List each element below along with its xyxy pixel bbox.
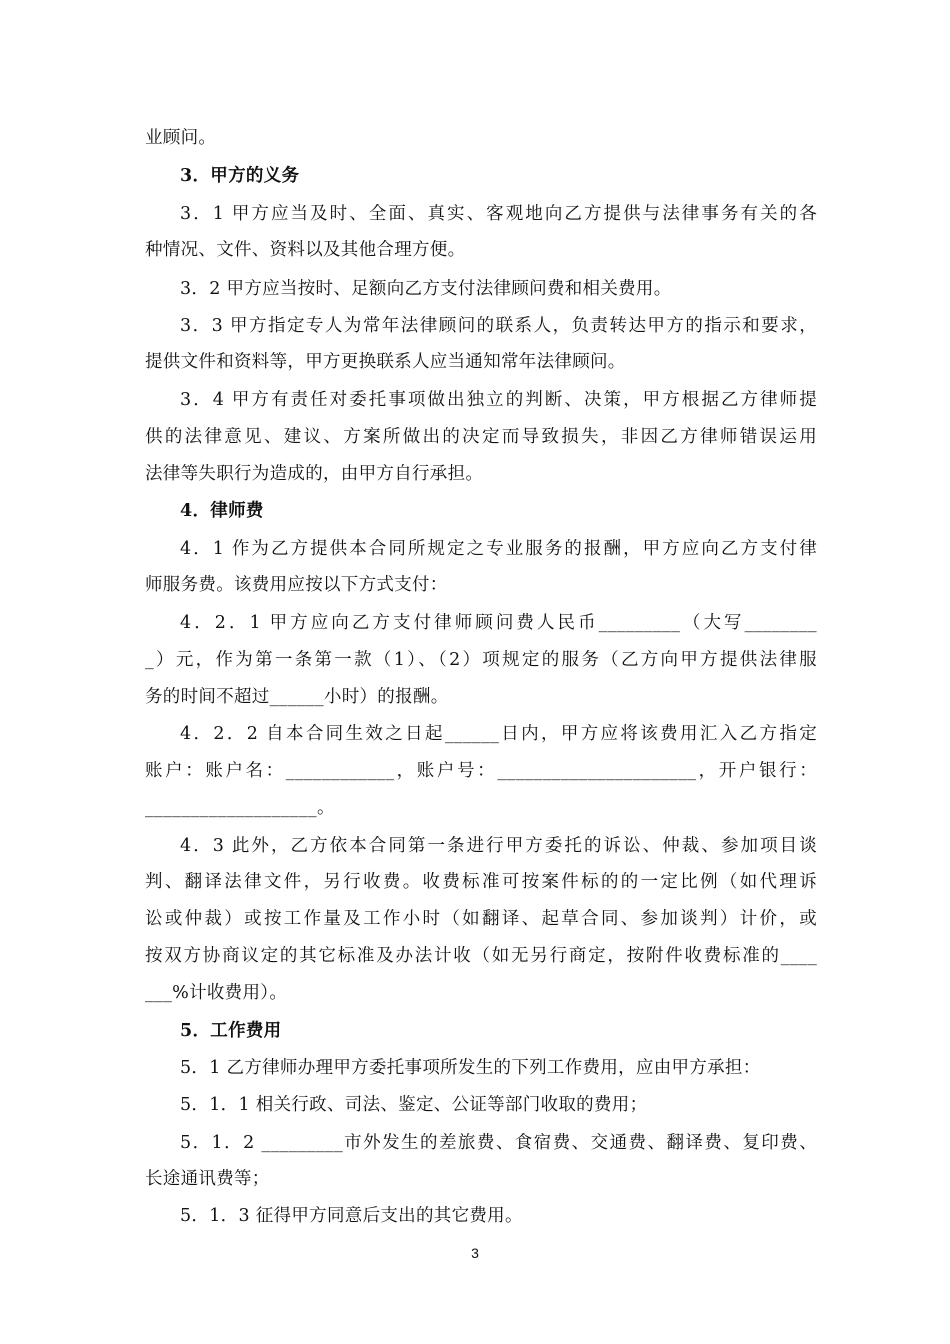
body-text-line: 讼或仲裁）或按工作量及工作小时（如翻译、起草合同、参加谈判）计价，或 [145, 909, 817, 929]
body-text-line: 账户：账户名：____________，账户号：______________________，开户银行： [145, 761, 817, 781]
body-text-line: 3．1 甲方应当及时、全面、真实、客观地向乙方提供与法律事务有关的各 [180, 204, 817, 224]
body-text-line: 5．1．3 征得甲方同意后支出的其它费用。 [180, 1206, 523, 1226]
page-number: 3 [471, 1245, 479, 1261]
body-text-line: 3．4 甲方有责任对委托事项做出独立的判断、决策，甲方根据乙方律师提 [180, 390, 817, 410]
section-heading: 3．甲方的义务 [180, 166, 300, 186]
body-text-line: 法律等失职行为造成的，由甲方自行承担。 [145, 464, 484, 484]
body-text-line: 5．1．1 相关行政、司法、鉴定、公证等部门收取的费用； [180, 1095, 648, 1115]
body-text-line: 提供文件和资料等，甲方更换联系人应当通知常年法律顾问。 [145, 352, 626, 372]
body-text-line: 4．2．2 自本合同生效之日起______日内，甲方应将该费用汇入乙方指定 [180, 724, 817, 744]
body-text-line: 种情况、文件、资料以及其他合理方便。 [145, 240, 466, 260]
body-text-line: 3．3 甲方指定专人为常年法律顾问的联系人，负责转达甲方的指示和要求， [180, 316, 817, 336]
section-heading: 5．工作费用 [180, 1021, 282, 1041]
body-text-line: 务的时间不超过______小时）的报酬。 [145, 687, 449, 707]
body-text-line: 4．3 此外，乙方依本合同第一条进行甲方委托的诉讼、仲裁、参加项目谈 [180, 836, 817, 856]
body-text-line: 5．1 乙方律师办理甲方委托事项所发生的下列工作费用，应由甲方承担： [180, 1058, 761, 1078]
body-text-line: ___________________。 [145, 798, 335, 818]
body-text-line: 长途通讯费等； [145, 1169, 270, 1189]
body-text-line: 3．2 甲方应当按时、足额向乙方支付法律顾问费和相关费用。 [180, 279, 672, 299]
body-text-line: 4．1 作为乙方提供本合同所规定之专业服务的报酬，甲方应向乙方支付律 [180, 539, 817, 559]
body-text-line: 师服务费。该费用应按以下方式支付： [145, 575, 448, 595]
body-text-line: 5．1．2 _________市外发生的差旅费、食宿费、交通费、翻译费、复印费、 [180, 1133, 817, 1153]
body-text-line: 4．2．1 甲方应向乙方支付律师顾问费人民币_________（大写________ [180, 613, 817, 633]
body-text-line: _）元，作为第一条第一款（1）、（2）项规定的服务（乙方向甲方提供法律服 [145, 650, 817, 670]
body-text-line: 按双方协商议定的其它标准及办法计收（如无另行商定，按附件收费标准的____ [145, 946, 817, 966]
section-heading: 4．律师费 [180, 501, 264, 521]
body-text-line: 业顾问。 [145, 128, 217, 148]
body-text-line: 判、翻译法律文件，另行收费。收费标准可按案件标的的一定比例（如代理诉 [145, 872, 817, 892]
body-text-line: 供的法律意见、建议、方案所做出的决定而导致损失，非因乙方律师错误运用 [145, 427, 817, 447]
body-text-line: ___%计收费用）。 [145, 983, 288, 1003]
